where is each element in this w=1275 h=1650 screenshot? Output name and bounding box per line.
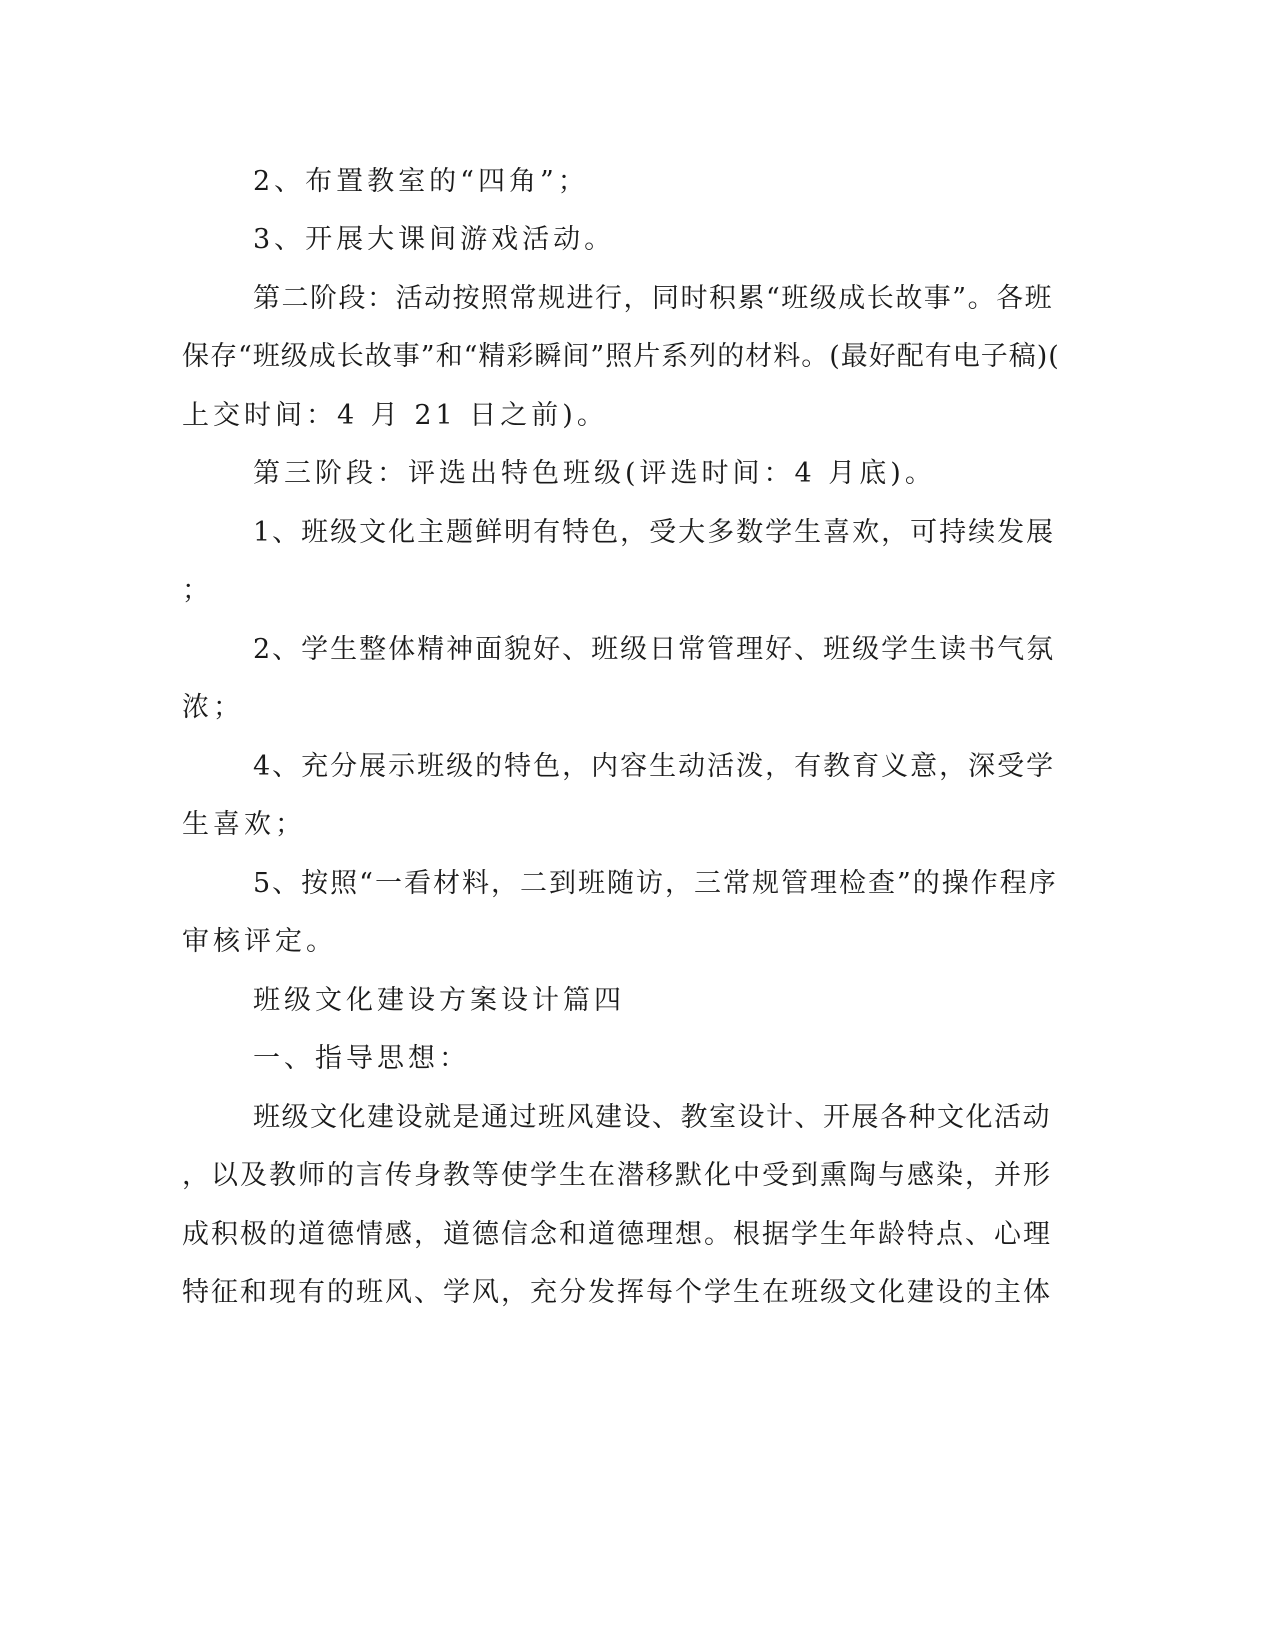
text-line-13: 5、按照“一看材料，二到班随访，三常规管理检查”的操作程序 xyxy=(253,868,1058,899)
text-line-18: ，以及教师的言传身教等使学生在潜移默化中受到熏陶与感染，并形 xyxy=(182,1160,1052,1191)
text-line-3: 第二阶段：活动按照常规进行，同时积累“班级成长故事”。各班 xyxy=(253,283,1054,314)
section-heading: 班级文化建设方案设计篇四 xyxy=(253,985,625,1016)
text-line-7: 1、班级文化主题鲜明有特色，受大多数学生喜欢，可持续发展 xyxy=(253,517,1056,548)
text-line-12: 生喜欢； xyxy=(182,809,306,840)
text-line-4: 保存“班级成长故事”和“精彩瞬间”照片系列的材料。(最好配有电子稿)( xyxy=(182,341,1060,372)
text-line-14: 审核评定。 xyxy=(182,926,337,957)
text-line-5: 上交时间：4 月 21 日之前)。 xyxy=(182,400,608,431)
text-line-1: 2、布置教室的“四角”； xyxy=(253,166,589,197)
text-line-17: 班级文化建设就是通过班风建设、教室设计、开展各种文化活动 xyxy=(253,1102,1051,1133)
text-line-20: 特征和现有的班风、学风，充分发挥每个学生在班级文化建设的主体 xyxy=(182,1277,1052,1308)
text-line-8: ； xyxy=(182,575,213,606)
text-line-6: 第三阶段：评选出特色班级(评选时间：4 月底)。 xyxy=(253,458,936,489)
subsection-heading: 一、指导思想： xyxy=(253,1043,470,1074)
text-line-10: 浓； xyxy=(182,692,244,723)
text-line-9: 2、学生整体精神面貌好、班级日常管理好、班级学生读书气氛 xyxy=(253,634,1056,665)
text-line-2: 3、开展大课间游戏活动。 xyxy=(253,224,616,255)
text-line-11: 4、充分展示班级的特色，内容生动活泼，有教育义意，深受学 xyxy=(253,751,1056,782)
text-line-19: 成积极的道德情感，道德信念和道德理想。根据学生年龄特点、心理 xyxy=(182,1219,1052,1250)
